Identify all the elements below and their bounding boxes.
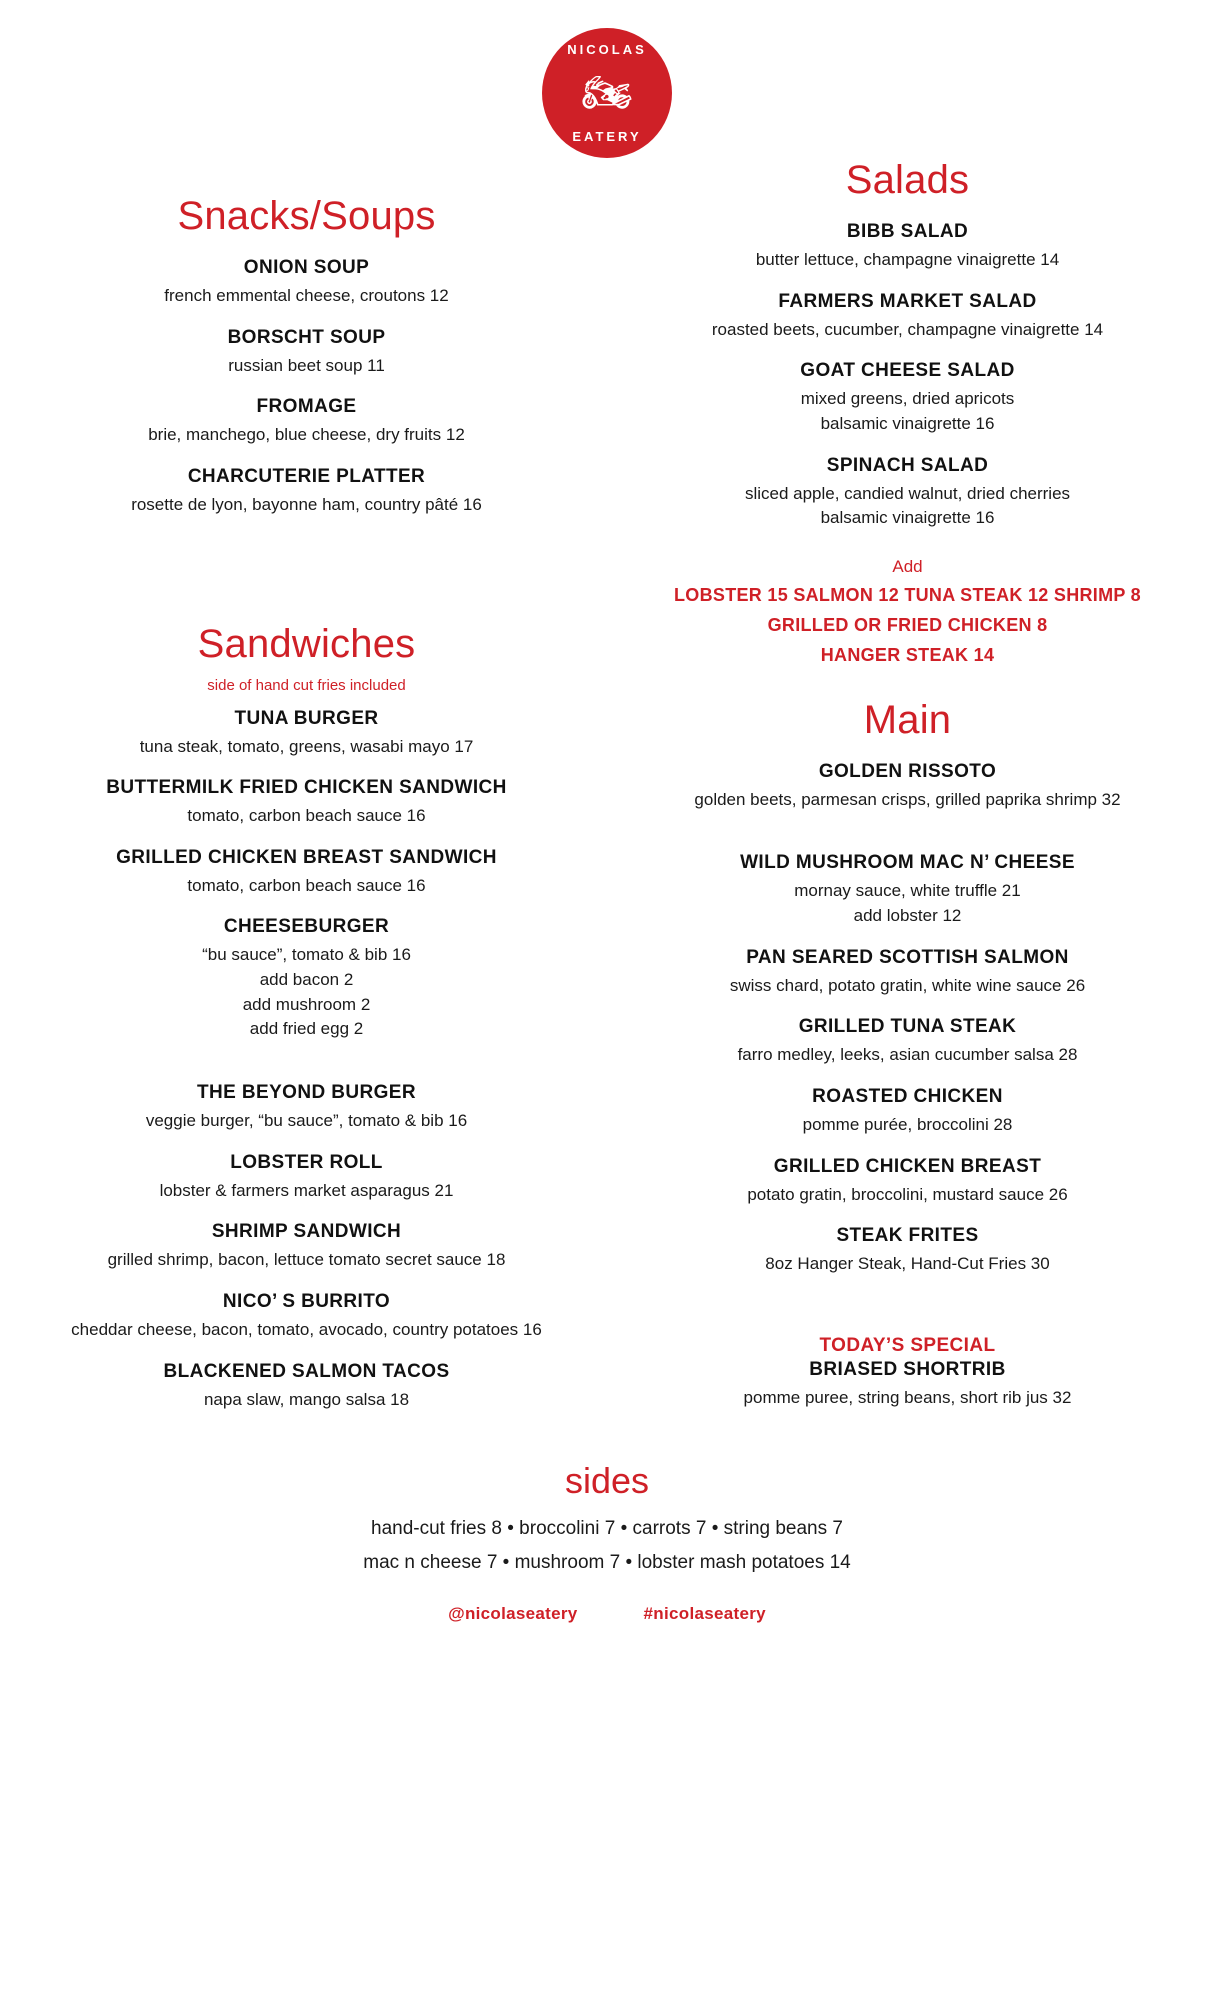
item-desc-line: rosette de lyon, bayonne ham, country pâté 16 — [131, 494, 482, 514]
item-name: CHEESEBURGER — [223, 916, 390, 938]
logo-container — [0, 0, 1214, 158]
item-desc-line: mornay sauce, white truffle 21 — [794, 881, 1021, 901]
add-line: LOBSTER 15 SALMON 12 TUNA STEAK 12 SHRIMP 8 — [674, 584, 1141, 605]
item-name: BLACKENED SALMON TACOS — [163, 1360, 450, 1382]
item-desc — [625, 387, 1190, 436]
item-desc-line: napa slaw, mango salsa 18 — [203, 1389, 410, 1409]
item-name: BUTTERMILK FRIED CHICKEN SANDWICH — [106, 777, 507, 799]
item-name: GOAT CHEESE SALAD — [800, 360, 1015, 382]
item-desc-line: 8oz Hanger Steak, Hand-Cut Fries 30 — [765, 1254, 1050, 1274]
item-desc — [24, 423, 589, 448]
item-name: GRILLED CHICKEN BREAST SANDWICH — [116, 846, 497, 868]
menu-item — [625, 852, 1190, 928]
menu-item — [625, 455, 1190, 531]
item-desc-line: “bu sauce”, tomato & bib 16 — [202, 945, 411, 965]
item-desc — [24, 874, 589, 899]
item-desc-line: russian beet soup 11 — [228, 355, 385, 375]
menu-item — [24, 916, 589, 1042]
left-column — [24, 158, 607, 1430]
item-desc-line: butter lettuce, champagne vinaigrette 14 — [755, 250, 1060, 269]
section-salads — [625, 158, 1190, 666]
item-desc — [625, 1386, 1190, 1411]
item-desc — [24, 1179, 589, 1204]
item-name: GRILLED TUNA STEAK — [798, 1016, 1017, 1038]
section-sandwiches — [24, 622, 589, 1413]
section-sides — [0, 1460, 1214, 1574]
item-desc-line: golden beets, parmesan crisps, grilled paprika shrimp 32 — [694, 789, 1121, 809]
item-name: WILD MUSHROOM MAC N’ CHEESE — [740, 852, 1075, 874]
item-desc-line: brie, manchego, blue cheese, dry fruits 12 — [148, 425, 465, 445]
item-name: BRIASED SHORTRIB — [809, 1358, 1006, 1380]
item-name: LOBSTER ROLL — [230, 1151, 383, 1173]
item-desc-line: pomme puree, string beans, short rib jus 32 — [743, 1387, 1072, 1407]
menu-item — [625, 1225, 1190, 1277]
instagram-hashtag[interactable]: #nicolaseatery — [643, 1604, 766, 1624]
item-desc — [24, 804, 589, 829]
logo-top-text: NICOLAS — [567, 42, 647, 57]
item-desc — [625, 318, 1190, 343]
item-desc — [625, 482, 1190, 531]
menu-columns — [0, 158, 1214, 1430]
item-desc-line: add mushroom 2 — [242, 994, 371, 1014]
item-name: CHARCUTERIE PLATTER — [187, 465, 426, 487]
todays-special — [625, 1335, 1190, 1411]
item-name: FROMAGE — [256, 396, 357, 418]
item-desc-line: french emmental cheese, croutons 12 — [164, 286, 449, 305]
item-desc — [625, 879, 1190, 928]
item-desc-line: add bacon 2 — [259, 970, 354, 990]
menu-item — [24, 1361, 589, 1413]
menu-item — [24, 1221, 589, 1273]
menu-item — [24, 708, 589, 760]
item-desc-line: roasted beets, cucumber, champagne vinaigrette 14 — [711, 319, 1104, 339]
nicolas-eatery-logo — [542, 28, 672, 158]
item-desc — [24, 1248, 589, 1273]
item-desc-line: veggie burger, “bu sauce”, tomato & bib 16 — [145, 1111, 468, 1131]
item-name: TUNA BURGER — [234, 707, 379, 729]
item-name: GOLDEN RISSOTO — [818, 760, 997, 782]
sandwiches-subtitle: side of hand cut fries included — [207, 676, 406, 694]
menu-item — [24, 396, 589, 448]
menu-item — [24, 466, 589, 518]
add-line: GRILLED OR FRIED CHICKEN 8 — [767, 614, 1048, 635]
footer — [0, 1586, 1214, 1650]
menu-item — [625, 360, 1190, 436]
item-desc-line: tuna steak, tomato, greens, wasabi mayo 17 — [139, 736, 474, 756]
item-desc — [625, 248, 1190, 273]
sides-title: sides — [564, 1460, 650, 1502]
menu-item — [625, 291, 1190, 343]
item-desc — [625, 788, 1190, 813]
item-desc-line: farro medley, leeks, asian cucumber salsa 28 — [737, 1045, 1078, 1065]
item-desc-line: cheddar cheese, bacon, tomato, avocado, country potatoes 16 — [71, 1319, 542, 1339]
item-desc — [625, 1043, 1190, 1068]
logo-bottom-text: EATERY — [572, 129, 642, 144]
salad-add-ons — [625, 557, 1190, 666]
item-desc-line: potato gratin, broccolini, mustard sauce 26 — [747, 1184, 1068, 1204]
item-name: PAN SEARED SCOTTISH SALMON — [746, 946, 1069, 968]
item-desc — [625, 1113, 1190, 1138]
menu-item — [625, 1086, 1190, 1138]
item-name: ROASTED CHICKEN — [812, 1086, 1003, 1108]
sides-line: mac n cheese 7 • mushroom 7 • lobster mash potatoes 14 — [363, 1552, 851, 1574]
menu-item — [24, 1291, 589, 1343]
item-name: NICO’ S BURRITO — [222, 1290, 391, 1312]
item-desc-line: pomme purée, broccolini 28 — [802, 1115, 1013, 1135]
item-desc-line: tomato, carbon beach sauce 16 — [187, 806, 426, 826]
item-desc-line: mixed greens, dried apricots — [800, 389, 1015, 409]
item-desc — [24, 354, 589, 379]
item-name: SHRIMP SANDWICH — [211, 1221, 402, 1243]
menu-item — [24, 257, 589, 309]
menu-item — [24, 1082, 589, 1134]
item-desc-line: sliced apple, candied walnut, dried cherries — [744, 483, 1071, 503]
item-desc — [625, 1183, 1190, 1208]
item-desc — [24, 493, 589, 518]
salads-title: Salads — [845, 158, 970, 202]
item-desc — [24, 1388, 589, 1413]
item-desc-line: grilled shrimp, bacon, lettuce tomato secret sauce 18 — [107, 1250, 506, 1270]
section-main — [625, 698, 1190, 1411]
item-desc-line: balsamic vinaigrette 16 — [820, 508, 995, 528]
item-name: THE BEYOND BURGER — [197, 1082, 416, 1104]
item-name: BIBB SALAD — [846, 221, 969, 242]
menu-item — [24, 777, 589, 829]
menu-item — [625, 1016, 1190, 1068]
menu-item — [625, 761, 1190, 813]
add-line: HANGER STEAK 14 — [820, 644, 995, 665]
item-name: FARMERS MARKET SALAD — [778, 290, 1037, 312]
section-snacks-soups — [24, 194, 589, 518]
sandwiches-title: Sandwiches — [197, 621, 416, 666]
scooter-icon: 🏍 — [581, 71, 633, 115]
special-label: TODAY’S SPECIAL — [819, 1334, 996, 1356]
item-desc — [24, 284, 589, 309]
item-name: BORSCHT SOUP — [227, 326, 386, 348]
menu-item — [24, 327, 589, 379]
item-name: GRILLED CHICKEN BREAST — [773, 1155, 1042, 1177]
menu-item — [24, 1152, 589, 1204]
menu-item — [625, 947, 1190, 999]
item-desc-line: add fried egg 2 — [249, 1019, 364, 1039]
main-title: Main — [863, 697, 952, 742]
item-name: STEAK FRITES — [836, 1225, 979, 1247]
instagram-handle[interactable]: @nicolaseatery — [448, 1604, 578, 1624]
item-desc — [24, 1318, 589, 1343]
item-desc — [625, 1252, 1190, 1277]
item-desc-line: swiss chard, potato gratin, white wine sauce 26 — [729, 975, 1086, 995]
item-desc — [24, 943, 589, 1042]
item-name: SPINACH SALAD — [826, 454, 989, 476]
item-desc-line: tomato, carbon beach sauce 16 — [187, 875, 426, 895]
item-desc — [24, 735, 589, 760]
sides-line: hand-cut fries 8 • broccolini 7 • carrots 7 • string beans 7 — [371, 1518, 843, 1540]
menu-item — [625, 221, 1190, 273]
snacks-soups-title: Snacks/Soups — [177, 194, 436, 238]
item-name: ONION SOUP — [243, 257, 370, 278]
menu-item — [625, 1156, 1190, 1208]
item-desc-line: add lobster 12 — [853, 906, 962, 926]
right-column — [607, 158, 1190, 1429]
menu-item — [24, 847, 589, 899]
add-label: Add — [892, 556, 923, 576]
item-desc — [625, 974, 1190, 999]
item-desc-line: balsamic vinaigrette 16 — [820, 413, 995, 433]
item-desc — [24, 1109, 589, 1134]
item-desc-line: lobster & farmers market asparagus 21 — [159, 1180, 454, 1200]
